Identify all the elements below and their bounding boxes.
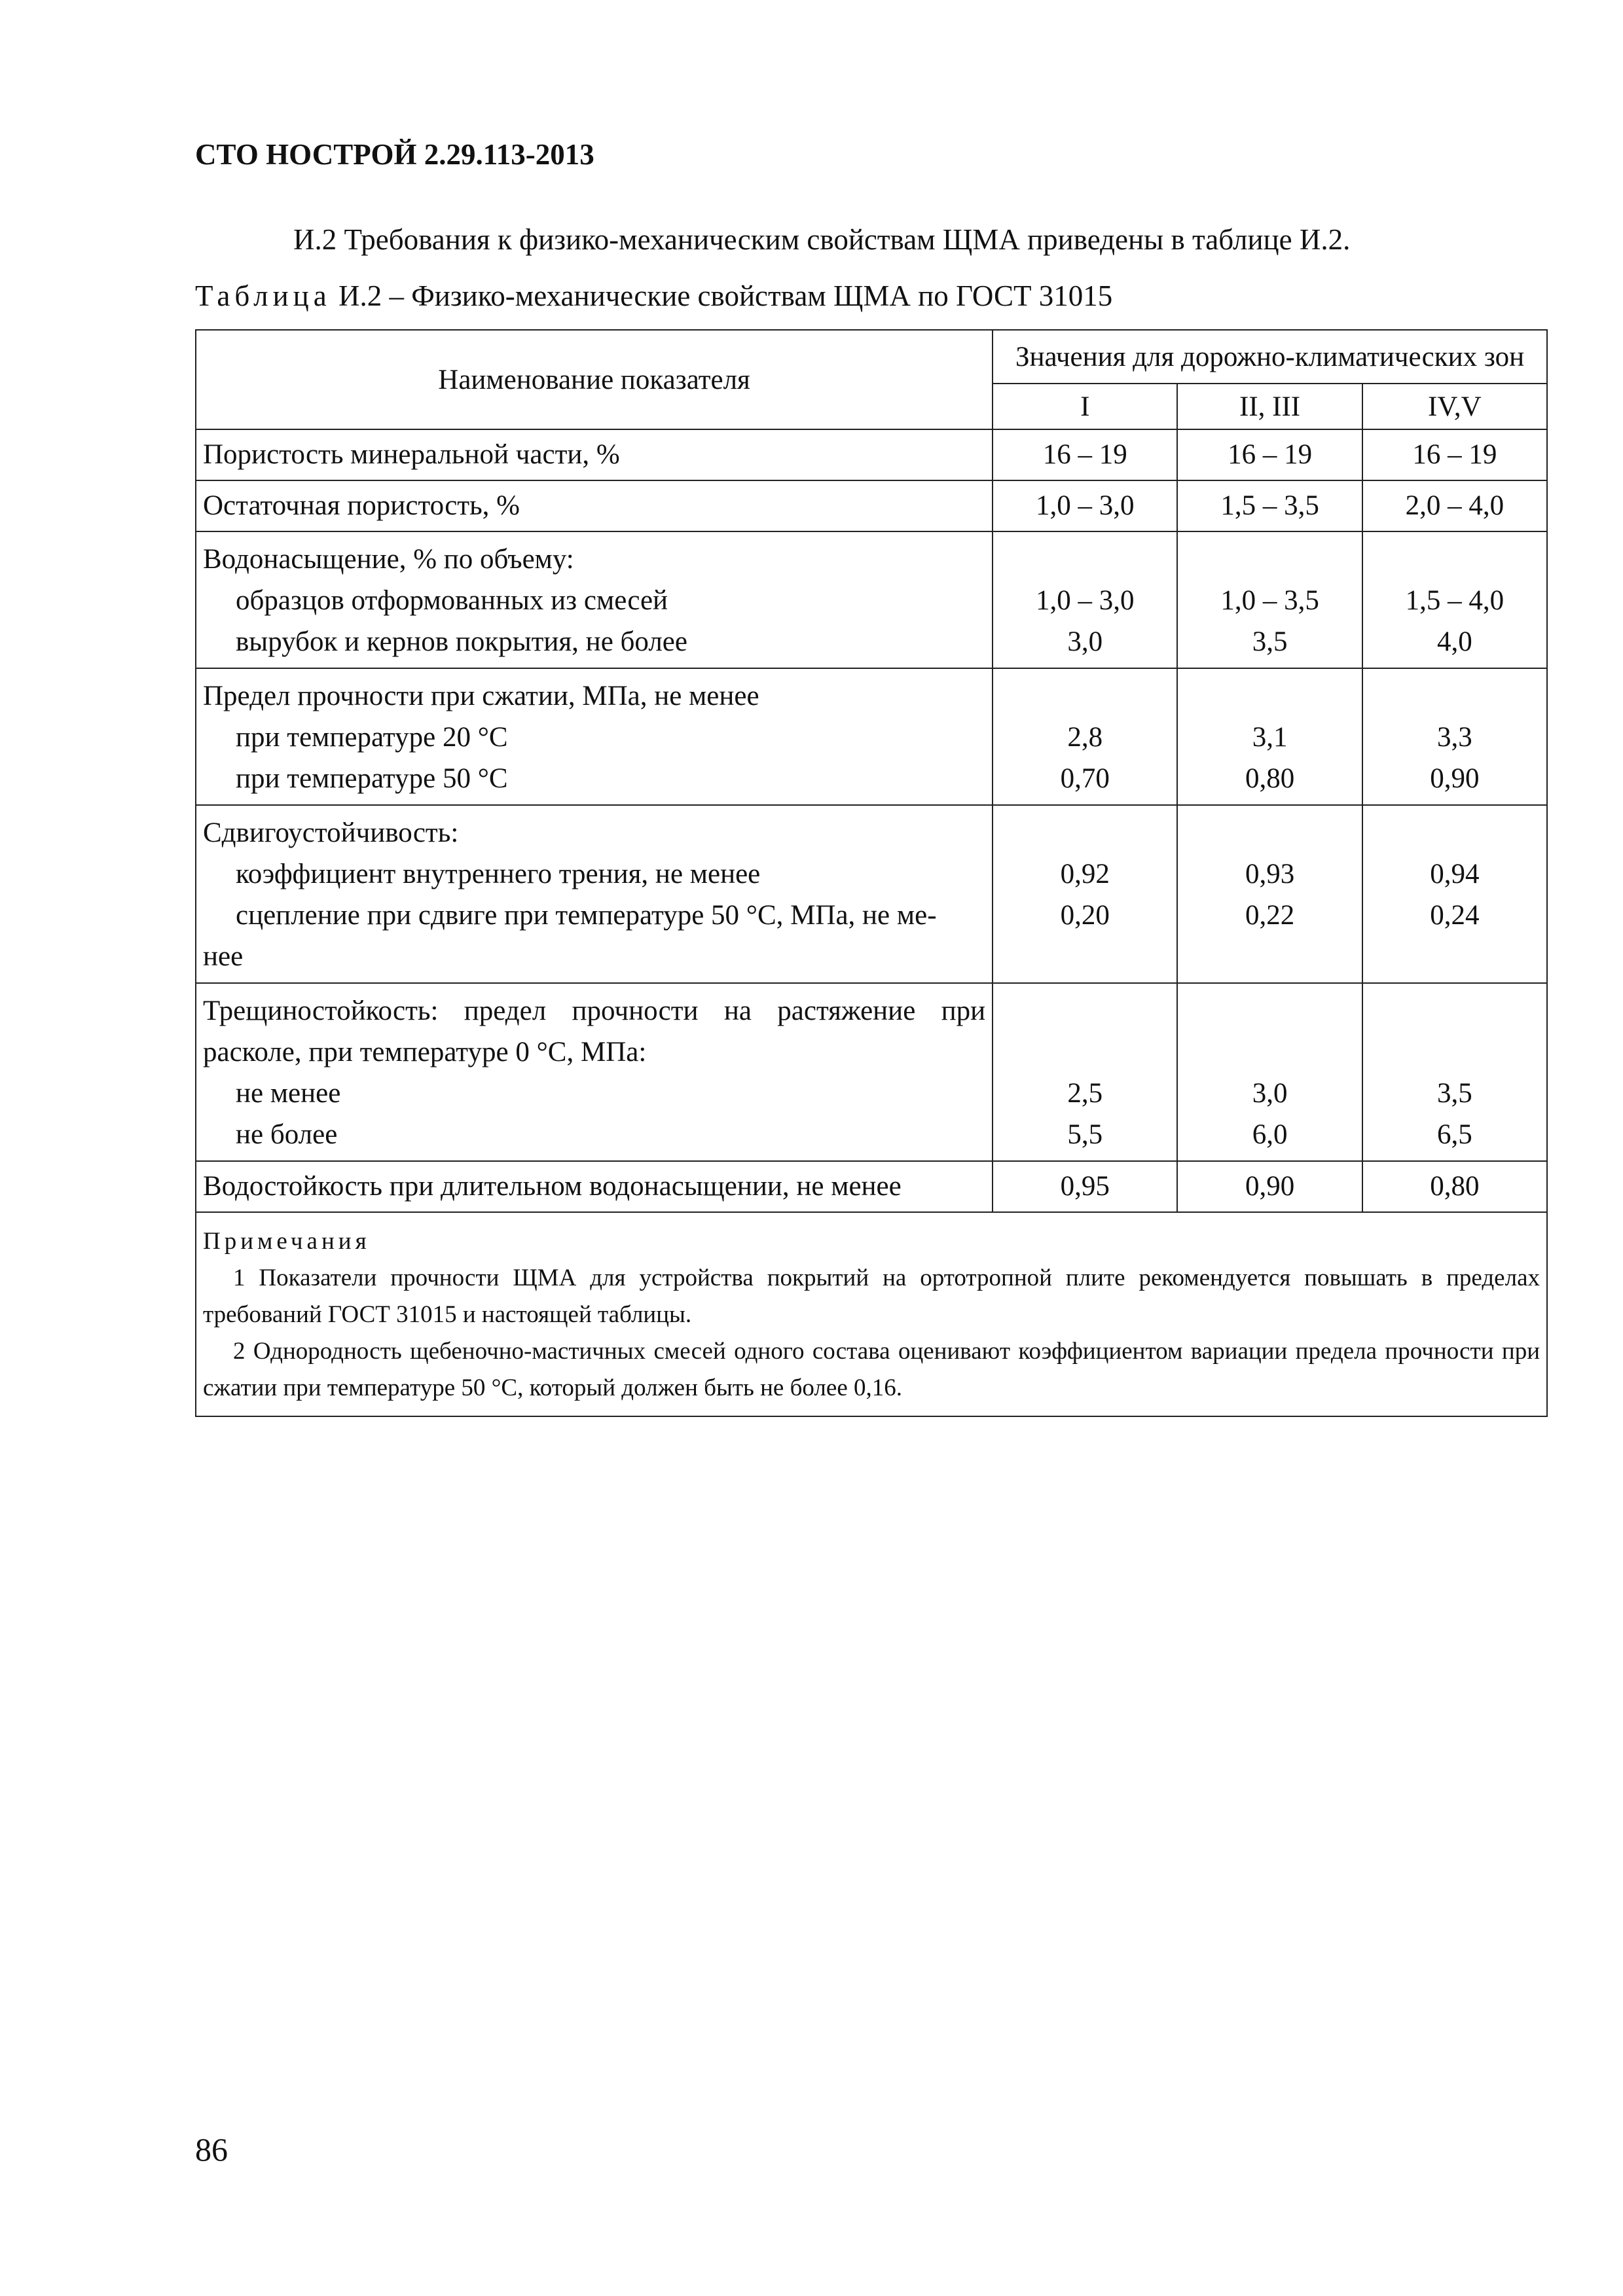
value-line: 0,22 <box>1245 900 1295 931</box>
value-line: 6,5 <box>1436 1119 1472 1150</box>
value-line: 3,3 <box>1436 722 1472 753</box>
row-label-line: нее <box>203 941 244 972</box>
table-row <box>196 805 1547 983</box>
value-cell <box>993 983 1177 1161</box>
value-cell <box>993 668 1177 805</box>
row-label <box>196 805 993 983</box>
properties-table <box>195 329 1548 1417</box>
value-line: 2,5 <box>1067 1078 1103 1109</box>
row-label-line: Водонасыщение, % по объему: <box>203 544 574 575</box>
notes-title: Примечания <box>203 1228 371 1255</box>
value-line <box>1370 1031 1540 1073</box>
value-line: 5,5 <box>1067 1119 1103 1150</box>
value-line <box>1184 812 1355 853</box>
value-line <box>1000 990 1170 1031</box>
row-label-line: вырубок и кернов покрытия, не более <box>236 626 687 657</box>
table-row <box>196 480 1547 531</box>
value-cell <box>1362 531 1547 668</box>
row-label <box>196 531 993 668</box>
value-cell: 16 – 19 <box>1362 429 1547 480</box>
value-line: 2,8 <box>1067 722 1103 753</box>
value-line: 3,5 <box>1436 1078 1472 1109</box>
intro-paragraph: И.2 Требования к физико-механическим свойствам ЩМА приведены в таблице И.2. <box>293 223 1351 256</box>
value-line: 1,0 – 3,0 <box>1036 585 1135 616</box>
value-line: 0,24 <box>1430 900 1480 931</box>
table-row <box>196 531 1547 668</box>
header-row <box>196 330 1547 384</box>
value-line <box>1184 990 1355 1031</box>
table-row <box>196 1161 1547 1212</box>
zone-header: I <box>993 384 1177 429</box>
table-row <box>196 983 1547 1161</box>
value-cell <box>1177 983 1362 1161</box>
value-cell <box>1177 805 1362 983</box>
row-label-line: не более <box>236 1119 338 1150</box>
row-label <box>196 983 993 1161</box>
table-caption <box>195 279 1112 313</box>
value-line <box>1370 936 1540 977</box>
value-cell: 1,5 – 3,5 <box>1177 480 1362 531</box>
note-item: 1 Показатели прочности ЩМА для устройства покрытий на ортотропной плите рекомендуется повышать в пределах требований ГОСТ 31015 и настоящей таблицы. <box>203 1265 1540 1328</box>
value-line: 0,90 <box>1430 763 1480 794</box>
value-line <box>1000 1031 1170 1073</box>
value-cell: 16 – 19 <box>993 429 1177 480</box>
row-label-line: не менее <box>236 1078 341 1109</box>
value-line <box>1000 812 1170 853</box>
caption-text: И.2 – Физико-механические свойствам ЩМА по ГОСТ 31015 <box>338 279 1113 312</box>
value-line: 0,20 <box>1060 900 1110 931</box>
value-line: 3,5 <box>1252 626 1288 657</box>
document-code: СТО НОСТРОЙ 2.29.113-2013 <box>195 138 594 171</box>
value-line <box>1370 812 1540 853</box>
row-label-line: сцепление при сдвиге при температуре 50 °С, МПа, не ме- <box>236 900 937 931</box>
notes-row <box>196 1212 1547 1416</box>
column-header-name: Наименование показателя <box>196 330 993 429</box>
table-notes <box>196 1212 1547 1416</box>
value-line: 3,0 <box>1252 1078 1288 1109</box>
column-header-group: Значения для дорожно-климатических зон <box>993 330 1547 384</box>
row-label-line: Сдвигоустойчивость: <box>203 817 459 848</box>
row-label-line: расколе, при температуре 0 °С, МПа: <box>203 1037 647 1067</box>
value-cell <box>1362 668 1547 805</box>
value-line <box>1184 1031 1355 1073</box>
value-line <box>1184 936 1355 977</box>
row-label-line: коэффициент внутреннего трения, не менее <box>236 859 761 889</box>
row-label-line: Предел прочности при сжатии, МПа, не менее <box>203 681 759 711</box>
value-cell <box>1177 668 1362 805</box>
value-line <box>1370 539 1540 580</box>
row-label: Остаточная пористость, % <box>196 480 993 531</box>
value-line <box>1370 675 1540 717</box>
value-line <box>1000 936 1170 977</box>
page-number: 86 <box>195 2131 228 2168</box>
value-line <box>1184 675 1355 717</box>
value-line <box>1370 990 1540 1031</box>
value-line: 0,70 <box>1060 763 1110 794</box>
row-label-line: при температуре 20 °С <box>236 722 508 753</box>
value-line: 3,0 <box>1067 626 1103 657</box>
value-cell: 0,95 <box>993 1161 1177 1212</box>
table-row <box>196 429 1547 480</box>
value-line: 6,0 <box>1252 1119 1288 1150</box>
value-line: 1,5 – 4,0 <box>1405 585 1504 616</box>
row-label-line: образцов отформованных из смесей <box>236 585 668 616</box>
row-label-line: при температуре 50 °С <box>236 763 508 794</box>
value-cell <box>993 805 1177 983</box>
value-line: 4,0 <box>1436 626 1472 657</box>
note-item: 2 Однородность щебеночно-мастичных смесей одного состава оценивают коэффициентом вариации предела прочности при сжатии при температуре 50 °С, который должен быть не более 0,16. <box>203 1338 1540 1401</box>
value-line: 0,80 <box>1245 763 1295 794</box>
value-cell <box>1362 805 1547 983</box>
value-line: 1,0 – 3,5 <box>1220 585 1319 616</box>
value-line: 3,1 <box>1252 722 1288 753</box>
row-label <box>196 668 993 805</box>
value-line <box>1000 539 1170 580</box>
row-label: Водостойкость при длительном водонасыщении, не менее <box>196 1161 993 1212</box>
value-cell: 1,0 – 3,0 <box>993 480 1177 531</box>
caption-label: Таблица <box>195 279 331 312</box>
value-cell: 0,90 <box>1177 1161 1362 1212</box>
value-cell: 2,0 – 4,0 <box>1362 480 1547 531</box>
row-label-line: Трещиностойкость: предел прочности на растяжение при <box>203 996 986 1026</box>
value-line <box>1000 675 1170 717</box>
value-cell: 16 – 19 <box>1177 429 1362 480</box>
value-line <box>1184 539 1355 580</box>
value-cell <box>1362 983 1547 1161</box>
value-cell <box>993 531 1177 668</box>
zone-header: IV,V <box>1362 384 1547 429</box>
table-row <box>196 668 1547 805</box>
value-line: 0,93 <box>1245 859 1295 889</box>
value-line: 0,94 <box>1430 859 1480 889</box>
value-line: 0,92 <box>1060 859 1110 889</box>
value-cell <box>1177 531 1362 668</box>
value-cell: 0,80 <box>1362 1161 1547 1212</box>
zone-header: II, III <box>1177 384 1362 429</box>
row-label: Пористость минеральной части, % <box>196 429 993 480</box>
